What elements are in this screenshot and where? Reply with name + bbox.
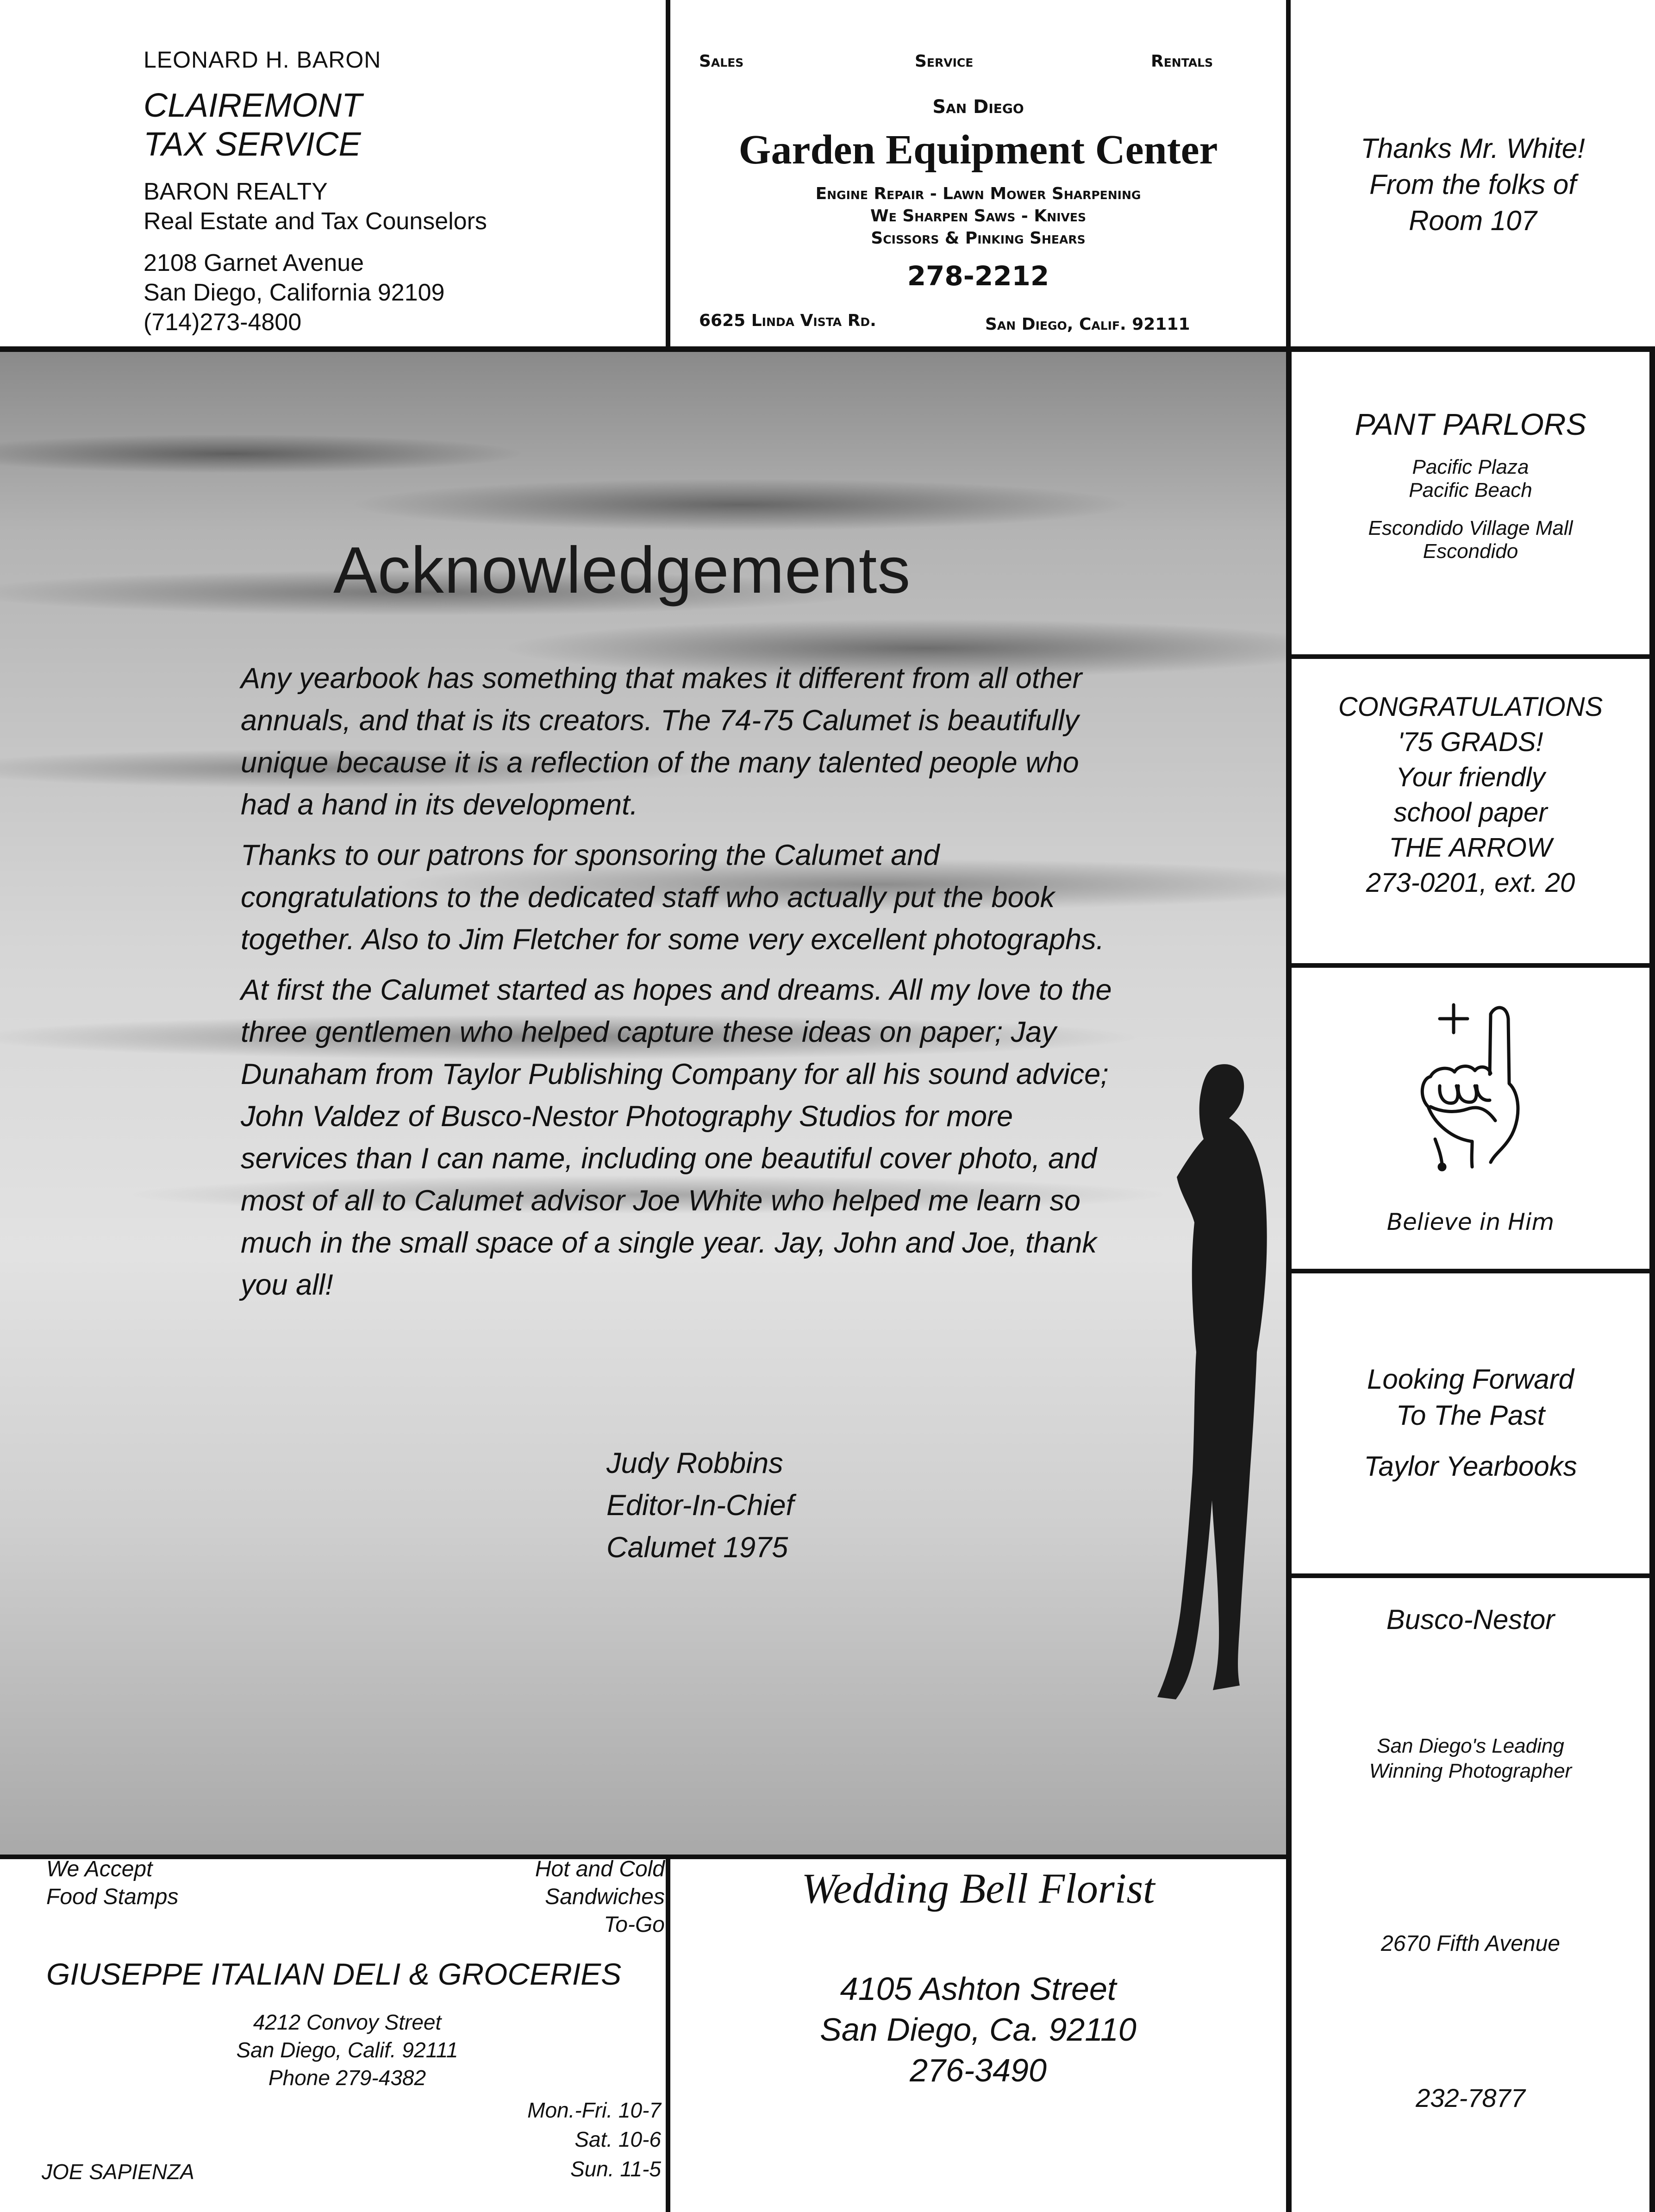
rule-right-sep-3 bbox=[1286, 1269, 1655, 1273]
taylor-line3: Taylor Yearbooks bbox=[1364, 1451, 1577, 1482]
ack-sign-title: Editor-In-Chief bbox=[606, 1489, 794, 1522]
pant-loc2b: Escondido bbox=[1423, 540, 1518, 563]
rule-right-column bbox=[1286, 346, 1292, 2212]
rule-top-vertical-1 bbox=[666, 0, 670, 352]
garden-line2: We Sharpen Saws - Knives bbox=[870, 207, 1086, 226]
acknowledgements-title: Acknowledgements bbox=[333, 533, 911, 607]
giuseppe-hours3: Sun. 11-5 bbox=[570, 2157, 661, 2181]
arrow-line2: '75 GRADS! bbox=[1398, 727, 1543, 757]
wedding-name: Wedding Bell Florist bbox=[801, 1865, 1155, 1912]
garden-name: Garden Equipment Center bbox=[738, 127, 1218, 173]
garden-address: 6625 Linda Vista Rd. bbox=[699, 311, 876, 330]
baron-address1: 2108 Garnet Avenue bbox=[144, 250, 364, 276]
believe-caption: Believe in Him bbox=[1386, 1209, 1555, 1235]
giuseppe-hot2: Sandwiches bbox=[545, 1885, 665, 1909]
baron-name: LEONARD H. BARON bbox=[144, 47, 381, 73]
taylor-line2: To The Past bbox=[1396, 1400, 1545, 1431]
garden-rentals: Rentals bbox=[1151, 52, 1213, 71]
giuseppe-accept1: We Accept bbox=[46, 1859, 153, 1881]
wedding-address1: 4105 Ashton Street bbox=[840, 1971, 1117, 2007]
baron-business-line1: CLAIREMONT bbox=[144, 87, 362, 124]
giuseppe-hot1: Hot and Cold bbox=[535, 1859, 665, 1881]
giuseppe-hot3: To-Go bbox=[604, 1912, 665, 1937]
busco-tag2: Winning Photographer bbox=[1369, 1760, 1572, 1782]
garden-line3: Scissors & Pinking Shears bbox=[871, 229, 1086, 248]
garden-city: San Diego bbox=[932, 96, 1024, 118]
wedding-address2: San Diego, Ca. 92110 bbox=[820, 2011, 1137, 2048]
garden-service: Service bbox=[915, 52, 974, 71]
ad-taylor-yearbooks bbox=[1292, 1273, 1649, 1573]
silhouette-figure-image bbox=[1148, 1056, 1286, 1713]
busco-name: Busco-Nestor bbox=[1386, 1604, 1555, 1635]
ad-thanks-mr-white bbox=[1291, 0, 1655, 346]
rule-right-sep-1 bbox=[1286, 654, 1655, 659]
rule-right-sep-2 bbox=[1286, 963, 1655, 968]
arrow-line1: CONGRATULATIONS bbox=[1338, 692, 1603, 722]
busco-address: 2670 Fifth Avenue bbox=[1381, 1931, 1560, 1956]
rule-horizontal-top bbox=[0, 346, 1655, 352]
rule-horizontal-bottom bbox=[0, 1855, 1292, 1859]
garden-sales: Sales bbox=[699, 52, 744, 71]
giuseppe-hours1: Mon.-Fri. 10-7 bbox=[527, 2098, 661, 2122]
giuseppe-phone: Phone 279-4382 bbox=[268, 2066, 426, 2090]
acknowledgements-body bbox=[241, 658, 1120, 1315]
arrow-line3: Your friendly bbox=[1396, 762, 1545, 792]
ack-sign-book: Calumet 1975 bbox=[606, 1531, 788, 1564]
baron-realty-desc: Real Estate and Tax Counselors bbox=[144, 208, 487, 235]
rule-right-sep-4 bbox=[1286, 1573, 1655, 1578]
baron-phone: (714)273-4800 bbox=[144, 309, 302, 336]
ad-pant-parlors bbox=[1292, 352, 1649, 654]
thanks-line1: Thanks Mr. White! bbox=[1361, 133, 1585, 164]
rule-bottom-vertical bbox=[666, 1855, 670, 2212]
pant-loc2a: Escondido Village Mall bbox=[1368, 517, 1573, 539]
arrow-line6: 273-0201, ext. 20 bbox=[1366, 868, 1575, 898]
busco-phone: 232-7877 bbox=[1416, 2083, 1525, 2112]
taylor-line1: Looking Forward bbox=[1367, 1364, 1574, 1395]
ack-sign-name: Judy Robbins bbox=[606, 1447, 783, 1479]
garden-city-zip: San Diego, Calif. 92111 bbox=[985, 315, 1190, 334]
giuseppe-address2: San Diego, Calif. 92111 bbox=[236, 2038, 458, 2062]
giuseppe-address1: 4212 Convoy Street bbox=[253, 2010, 442, 2034]
giuseppe-owner: JOE SAPIENZA bbox=[42, 2160, 194, 2184]
ack-signature bbox=[606, 1442, 794, 1569]
giuseppe-name: GIUSEPPE ITALIAN DELI & GROCERIES bbox=[46, 1957, 622, 1991]
rule-top-vertical-2 bbox=[1286, 0, 1291, 352]
sign-language-one-way-hand-icon bbox=[1403, 986, 1542, 1181]
arrow-line5: THE ARROW bbox=[1389, 833, 1552, 863]
baron-business-line2: TAX SERVICE bbox=[144, 126, 361, 163]
garden-phone: 278-2212 bbox=[907, 260, 1049, 292]
garden-line1: Engine Repair - Lawn Mower Sharpening bbox=[815, 184, 1141, 203]
giuseppe-accept2: Food Stamps bbox=[46, 1885, 179, 1909]
ad-garden-equipment-center bbox=[670, 0, 1286, 346]
baron-realty: BARON REALTY bbox=[144, 178, 328, 205]
pant-name: PANT PARLORS bbox=[1355, 407, 1586, 441]
ad-wedding-bell-florist bbox=[670, 1859, 1286, 2212]
ad-arrow-congratulations bbox=[1292, 659, 1649, 963]
ack-paragraph-2: Thanks to our patrons for sponsoring the Calumet and congratulations to the dedicated staff who actually put the book together. Also to Jim Fletcher for some very excellent photographs. bbox=[241, 839, 1105, 956]
arrow-line4: school paper bbox=[1393, 797, 1548, 827]
ad-giuseppe-deli bbox=[0, 1859, 666, 2212]
baron-address2: San Diego, California 92109 bbox=[144, 279, 445, 306]
ad-believe-in-him bbox=[1292, 968, 1649, 1269]
busco-tag1: San Diego's Leading bbox=[1377, 1735, 1564, 1757]
thanks-line2: From the folks of bbox=[1369, 169, 1576, 200]
rule-right-border bbox=[1649, 346, 1655, 2212]
beach-photo bbox=[0, 352, 1286, 1855]
thanks-line3: Room 107 bbox=[1409, 205, 1537, 236]
ack-paragraph-1: Any yearbook has something that makes it different from all other annuals, and that is its creators. The 74-75 Calumet is beautifully unique because it is a reflection of the many talented people who had a hand in its development. bbox=[241, 662, 1082, 821]
wedding-phone: 276-3490 bbox=[910, 2052, 1047, 2088]
ad-busco-nestor bbox=[1292, 1578, 1649, 2212]
ack-paragraph-3: At first the Calumet started as hopes and dreams. All my love to the three gentlemen who helped capture these ideas on paper; Jay Dunaham from Taylor Publishing Company for all his sound advice; John Valdez of Busco-Nestor Photography Studios for more services than I can name, including one beautiful cover photo, and most of all to Calumet advisor Joe White who helped me learn so much in the small space of a single year. Jay, John and Joe, thank you all! bbox=[241, 974, 1112, 1301]
ad-baron-tax-service bbox=[0, 0, 666, 346]
pant-loc1a: Pacific Plaza bbox=[1412, 456, 1529, 478]
giuseppe-hours2: Sat. 10-6 bbox=[575, 2127, 661, 2151]
pant-loc1b: Pacific Beach bbox=[1409, 479, 1532, 501]
